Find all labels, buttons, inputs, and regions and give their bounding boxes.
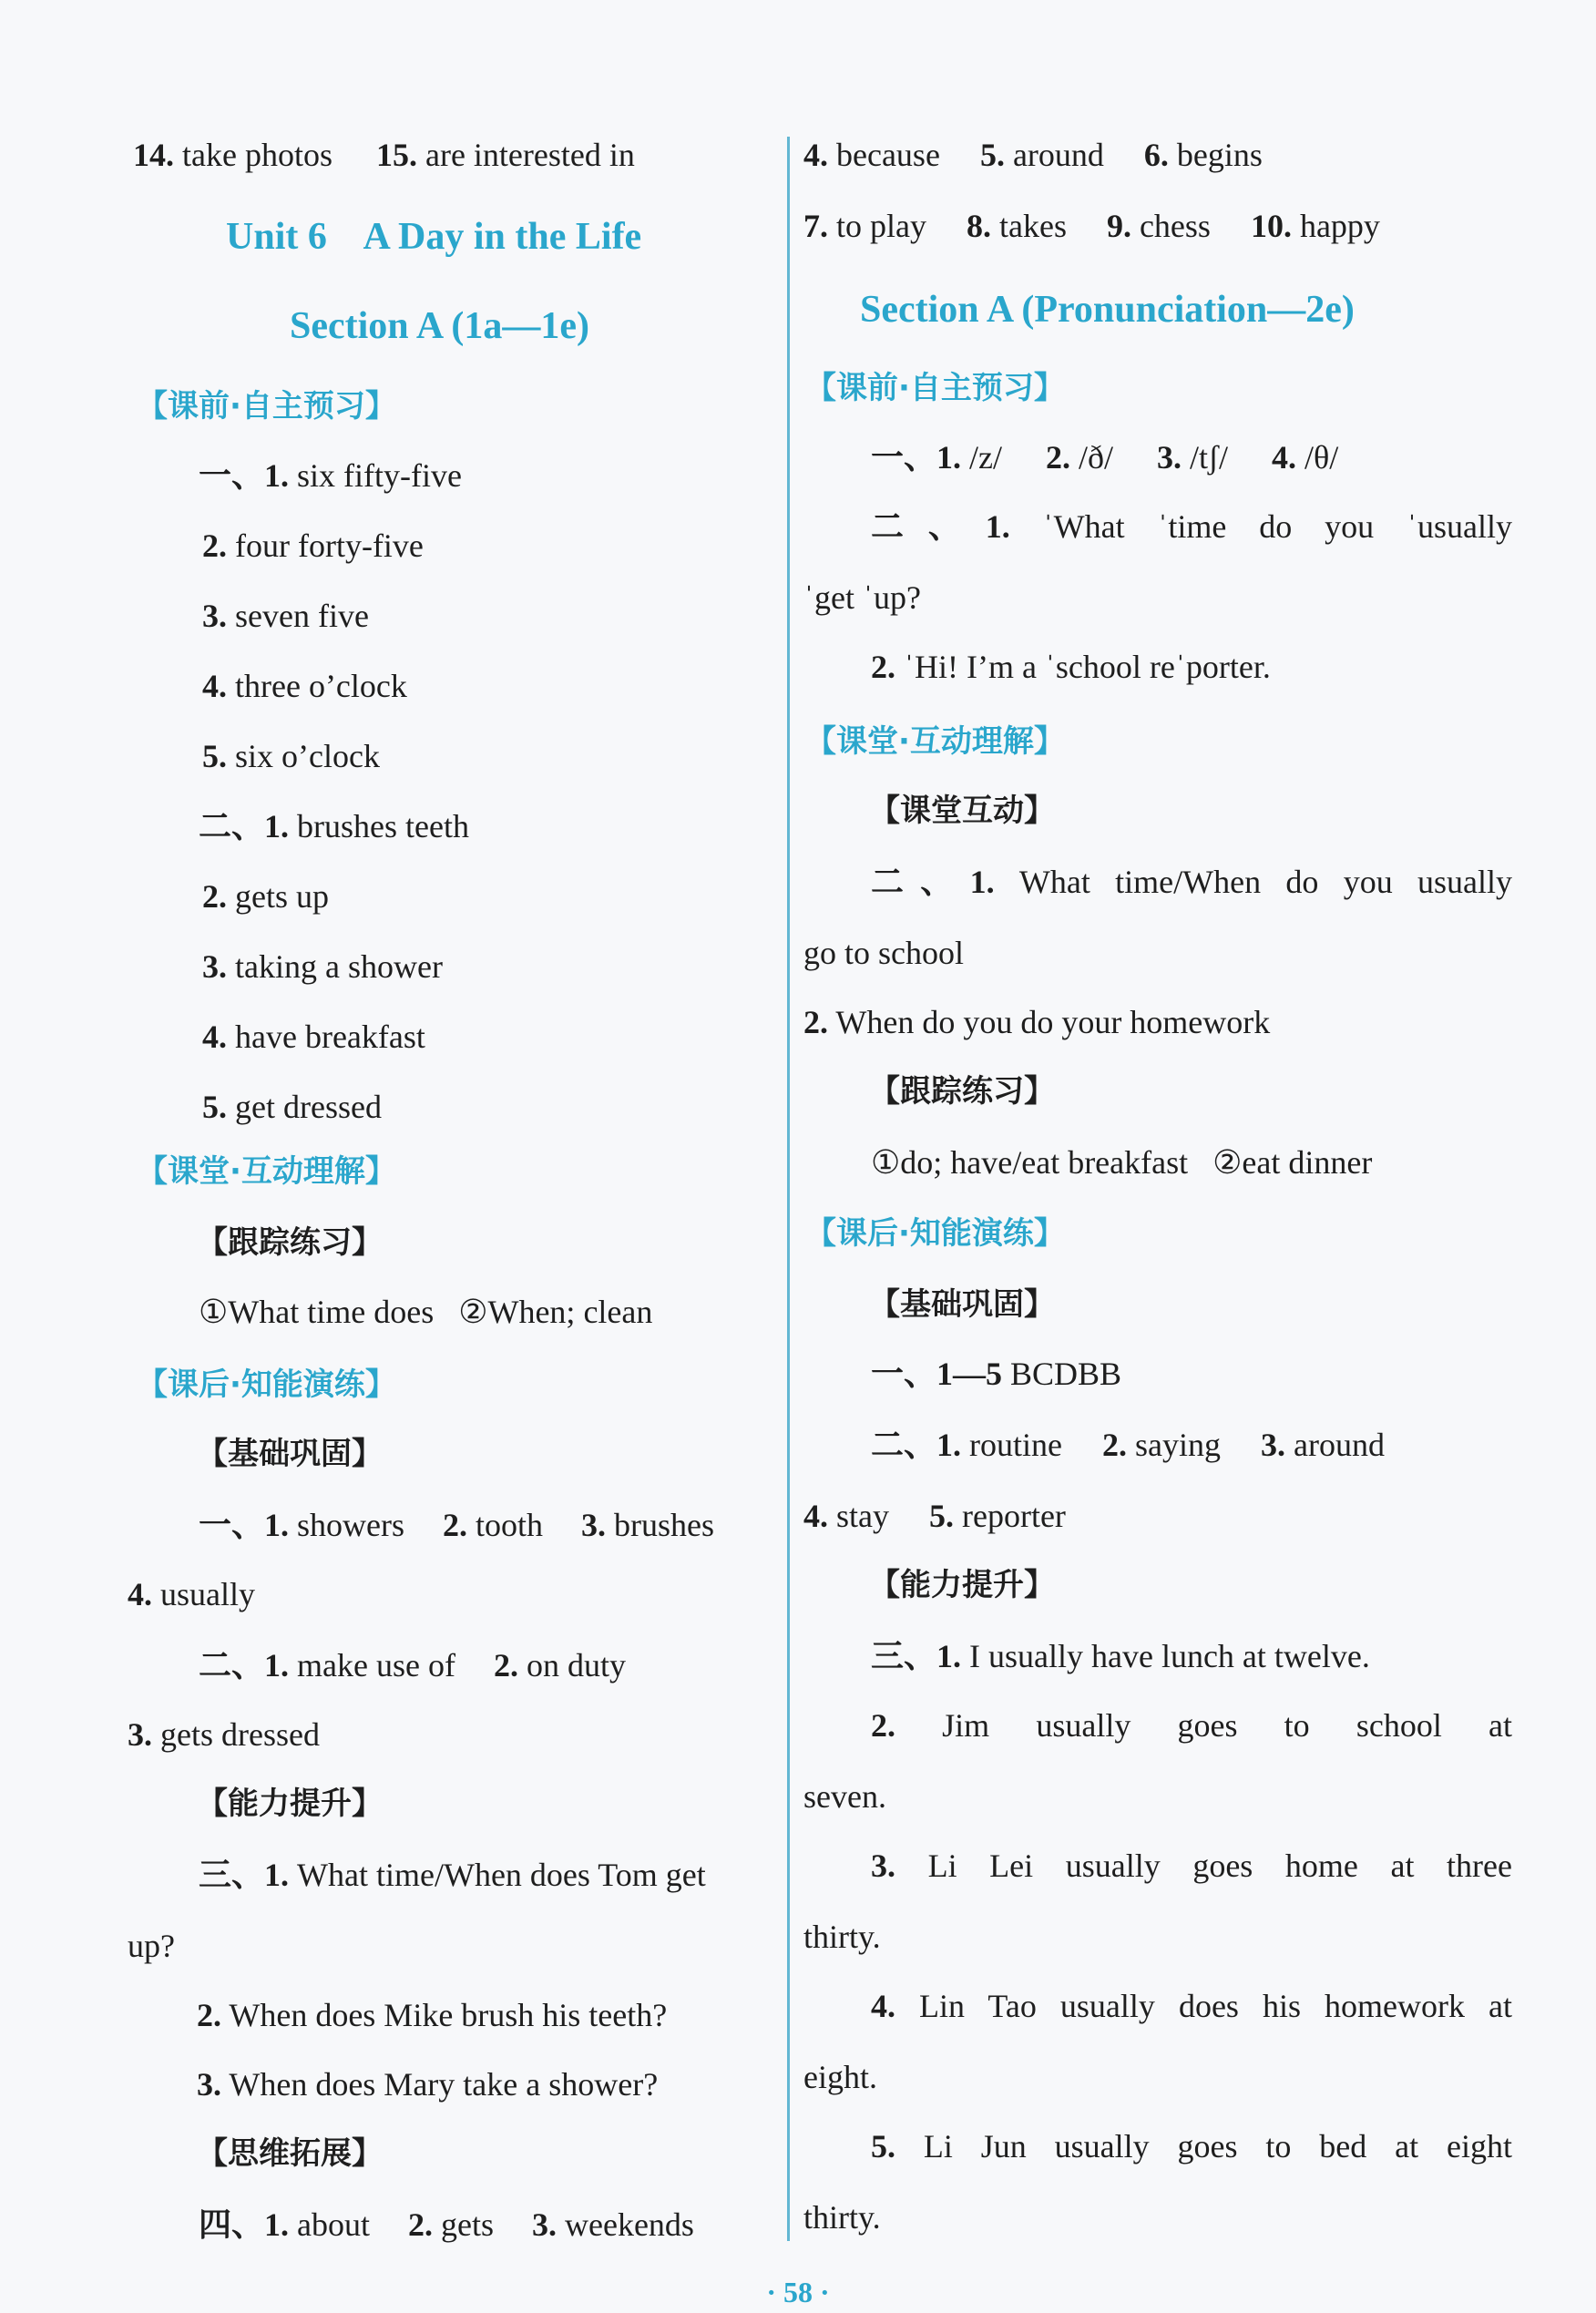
answer-text: get dressed xyxy=(235,1089,382,1125)
category-heading: 【课前·自主预习】 xyxy=(137,388,396,425)
answer-number: 3. xyxy=(1261,1427,1285,1463)
answer-number: 2. xyxy=(1046,439,1070,476)
answer-text: When do you do your homework xyxy=(835,1004,1271,1040)
answer-number: 二、1. xyxy=(871,864,995,900)
answer-number: 2. xyxy=(408,2206,433,2243)
answer-text: showers xyxy=(297,1507,404,1543)
subsection-heading: 【能力提升】 xyxy=(197,1786,383,1822)
answer-number: 2. xyxy=(197,1997,221,2033)
answer-text: stay xyxy=(836,1498,889,1534)
answer-line xyxy=(803,2197,881,2237)
answer-line xyxy=(871,507,1512,547)
answer-number: 4. xyxy=(803,137,828,173)
answer-text: gets xyxy=(441,2206,494,2243)
answer-line xyxy=(871,1354,1121,1394)
answer-text: routine xyxy=(969,1427,1062,1463)
answer-number: 2. xyxy=(1102,1427,1127,1463)
answer-text: thirty. xyxy=(803,1919,881,1955)
answer-number: 二、1. xyxy=(199,808,290,844)
answer-number: 二、1. xyxy=(199,1647,290,1684)
answer-text: thirty. xyxy=(803,2199,881,2236)
answer-number: 4. xyxy=(202,1018,227,1055)
answer-number: 二、1. xyxy=(871,508,1010,545)
answer-text: Jim usually goes to school at xyxy=(942,1707,1512,1744)
answer-line xyxy=(871,437,1338,477)
category-heading: 【课堂·互动理解】 xyxy=(805,723,1065,760)
answer-line xyxy=(871,1846,1512,1886)
answer-text: I usually have lunch at twelve. xyxy=(969,1638,1370,1674)
answer-text: gets up xyxy=(235,878,329,915)
answer-line xyxy=(199,2205,694,2245)
answer-line xyxy=(871,862,1512,902)
answer-number: 3. xyxy=(202,598,227,634)
answer-number: 2. xyxy=(493,1647,518,1684)
answer-text: Li Jun usually goes to bed at eight xyxy=(923,2128,1512,2165)
answer-line xyxy=(803,933,964,973)
answer-number: 2. xyxy=(443,1507,467,1543)
answer-text: chess xyxy=(1139,208,1211,244)
subsection-heading: 【能力提升】 xyxy=(869,1567,1055,1603)
answer-line xyxy=(202,1087,382,1127)
answer-text: seven. xyxy=(803,1778,886,1815)
answer-number: 5. xyxy=(202,738,227,774)
answer-number: 二、1. xyxy=(871,1427,962,1463)
answer-number: 2. xyxy=(803,1004,828,1040)
answer-number: 3. xyxy=(871,1847,895,1884)
answer-line xyxy=(803,1917,881,1957)
answer-line xyxy=(202,596,369,636)
answer-text: Li Lei usually goes home at three xyxy=(927,1847,1512,1884)
answer-text: brushes xyxy=(614,1507,715,1543)
answer-text: four forty-five xyxy=(235,527,424,564)
answer-number: 8. xyxy=(966,208,991,244)
left-column xyxy=(0,0,785,2313)
answer-line xyxy=(871,1636,1370,1676)
answer-text: about xyxy=(297,2206,370,2243)
tracking-answers: ①do; have/eat breakfast ②eat dinner xyxy=(871,1144,1373,1181)
answer-number: 5. xyxy=(871,2128,895,2165)
answer-text: go to school xyxy=(803,935,964,971)
answer-line xyxy=(199,806,469,846)
answer-number: 一、1. xyxy=(199,457,290,494)
answer-number: 一、1. xyxy=(199,1507,290,1543)
answer-number: 14. xyxy=(133,137,174,173)
section-title: Section A (Pronunciation—2e) xyxy=(860,289,1355,331)
section-title: Section A (1a—1e) xyxy=(290,305,589,347)
answer-line xyxy=(202,526,424,566)
category-heading: 【课后·知能演练】 xyxy=(137,1366,396,1403)
answer-number: 2. xyxy=(202,878,227,915)
answer-line xyxy=(803,135,1263,175)
answer-number: 4. xyxy=(871,1988,895,2024)
answer-text: BCDBB xyxy=(1010,1356,1122,1392)
answer-text: What time/When does Tom get xyxy=(297,1857,706,1893)
answer-text: around xyxy=(1294,1427,1385,1463)
subsection-heading: 【课堂互动】 xyxy=(869,793,1055,829)
answer-text: taking a shower xyxy=(235,948,443,985)
category-heading: 【课后·知能演练】 xyxy=(805,1215,1065,1252)
answer-line xyxy=(803,578,921,618)
answer-text: reporter xyxy=(962,1498,1066,1534)
answer-text: have breakfast xyxy=(235,1018,425,1055)
answer-number: 5. xyxy=(202,1089,227,1125)
answer-number: 10. xyxy=(1250,208,1292,244)
answer-text: tooth xyxy=(476,1507,544,1543)
answer-text: /ð/ xyxy=(1079,439,1114,476)
answer-text: are interested in xyxy=(425,137,635,173)
column-divider xyxy=(787,137,790,2241)
answer-line xyxy=(202,666,407,706)
answer-text: around xyxy=(1012,137,1104,173)
answer-number: 3. xyxy=(532,2206,557,2243)
answer-text: six fifty-five xyxy=(297,457,462,494)
answer-number: 3. xyxy=(202,948,227,985)
answer-text: Lin Tao usually does his homework at xyxy=(919,1988,1512,2024)
right-column xyxy=(791,0,1596,2313)
answer-line xyxy=(871,2126,1512,2166)
answer-line xyxy=(871,1425,1385,1465)
answer-number: 7. xyxy=(803,208,828,244)
answer-number: 3. xyxy=(197,2066,221,2103)
subsection-heading: 【跟踪练习】 xyxy=(197,1224,383,1261)
answer-number: 2. xyxy=(202,527,227,564)
category-heading: 【课前·自主预习】 xyxy=(805,370,1065,406)
answer-number: 三、1. xyxy=(871,1638,962,1674)
answer-text: /θ/ xyxy=(1304,439,1339,476)
answer-text: take photos xyxy=(182,137,332,173)
answer-text: three o’clock xyxy=(235,668,407,704)
answer-line xyxy=(803,1496,1066,1536)
answer-number: 9. xyxy=(1106,208,1131,244)
page-number: · 58 · xyxy=(766,2276,830,2308)
answer-number: 三、1. xyxy=(199,1857,290,1893)
answer-number: 15. xyxy=(375,137,417,173)
answer-number: 四、1. xyxy=(199,2206,290,2243)
answer-number: 4. xyxy=(803,1498,828,1534)
answer-number: 一、1. xyxy=(871,439,962,476)
answer-line xyxy=(133,135,635,175)
answer-line xyxy=(197,2064,658,2104)
subsection-heading: 【基础巩固】 xyxy=(869,1286,1055,1323)
answer-number: 2. xyxy=(871,1707,895,1744)
answer-line xyxy=(202,947,443,987)
answer-line xyxy=(197,1995,667,2035)
answer-line xyxy=(803,206,1380,246)
answer-text: ˈget ˈup? xyxy=(803,579,921,616)
answer-text: ˈHi! I’m a ˈschool reˈporter. xyxy=(904,649,1271,685)
category-heading: 【课堂·互动理解】 xyxy=(137,1153,396,1190)
answer-text: because xyxy=(836,137,940,173)
answer-line xyxy=(128,1926,175,1966)
answer-line xyxy=(202,1017,425,1057)
answer-line xyxy=(803,2057,877,2097)
answer-text: happy xyxy=(1299,208,1380,244)
answer-number: 一、1—5 xyxy=(871,1356,1003,1392)
answer-number: 5. xyxy=(979,137,1005,173)
answer-line xyxy=(199,1505,714,1545)
answer-line xyxy=(128,1574,255,1614)
answer-text: make use of xyxy=(297,1647,455,1684)
answer-text: eight. xyxy=(803,2059,877,2095)
answer-line xyxy=(803,1002,1270,1042)
answer-number: 4. xyxy=(128,1576,152,1612)
answer-line xyxy=(199,455,462,496)
answer-text: When does Mary take a shower? xyxy=(229,2066,659,2103)
answer-line xyxy=(202,736,380,776)
answer-number: 4. xyxy=(202,668,227,704)
answer-text: usually xyxy=(160,1576,255,1612)
answer-number: 3. xyxy=(128,1716,152,1753)
answer-text: /z/ xyxy=(969,439,1002,476)
answer-line xyxy=(871,1986,1512,2026)
answer-text: six o’clock xyxy=(235,738,380,774)
answer-text: to play xyxy=(836,208,926,244)
answer-number: 6. xyxy=(1143,137,1169,173)
answer-line xyxy=(871,1705,1512,1745)
subsection-heading: 【思维拓展】 xyxy=(197,2135,383,2172)
answer-number: 2. xyxy=(871,649,895,685)
answer-line xyxy=(128,1714,320,1755)
answer-text: saying xyxy=(1135,1427,1221,1463)
answer-line xyxy=(202,876,329,916)
answer-text: on duty xyxy=(526,1647,626,1684)
answer-text: What time/When do you usually xyxy=(1018,864,1512,900)
answer-line xyxy=(803,1776,886,1817)
answer-text: ˈWhat ˈtime do you ˈusually xyxy=(1042,508,1512,545)
unit-title: Unit 6 A Day in the Life xyxy=(226,216,642,258)
answer-text: begins xyxy=(1176,137,1263,173)
answer-number: 5. xyxy=(929,1498,954,1534)
answer-line xyxy=(199,1645,626,1685)
answer-number: 4. xyxy=(1272,439,1297,476)
tracking-answers: ①What time does ②When; clean xyxy=(199,1294,653,1330)
answer-text: takes xyxy=(998,208,1067,244)
answer-line xyxy=(871,647,1271,687)
answer-text: gets dressed xyxy=(160,1716,320,1753)
answer-text: up? xyxy=(128,1928,175,1964)
answer-text: When does Mike brush his teeth? xyxy=(229,1997,668,2033)
answer-text: seven five xyxy=(235,598,369,634)
answer-number: 3. xyxy=(1157,439,1182,476)
answer-text: weekends xyxy=(565,2206,694,2243)
answer-line xyxy=(199,1855,706,1895)
answer-number: 3. xyxy=(581,1507,607,1543)
subsection-heading: 【基础巩固】 xyxy=(197,1436,383,1472)
answer-text: /tʃ/ xyxy=(1190,439,1229,476)
subsection-heading: 【跟踪练习】 xyxy=(869,1073,1055,1110)
answer-text: brushes teeth xyxy=(297,808,469,844)
